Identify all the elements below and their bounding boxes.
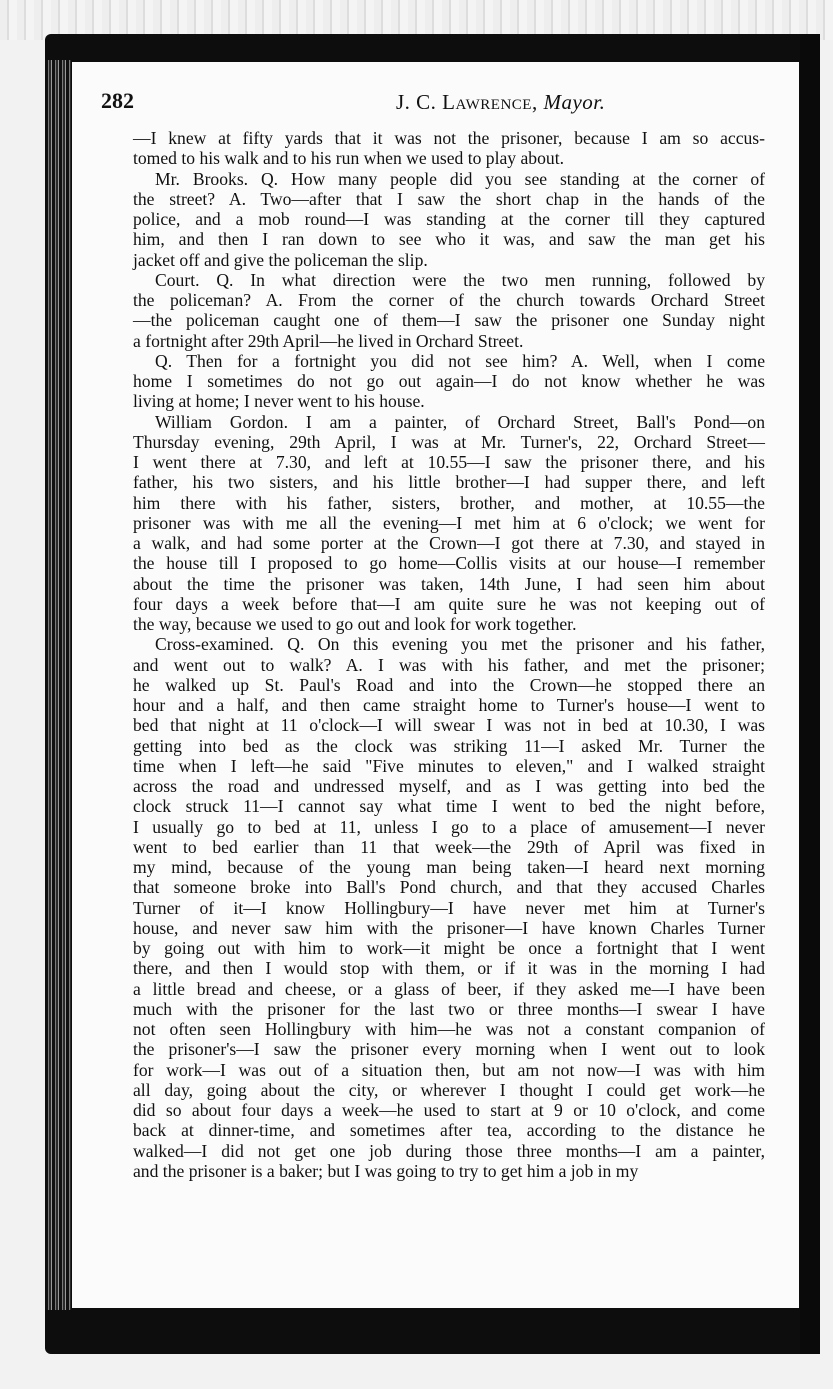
text-line: and went out to walk? A. I was with his father, and met the prisoner; <box>133 654 765 675</box>
text-line: police, and a mob round—I was standing at the corner till they captured <box>133 209 765 229</box>
text-line: clock struck 11—I cannot say what time I went to bed the night before, <box>133 796 765 817</box>
text-line: a little bread and cheese, or a glass of beer, if they asked me—I have been <box>133 978 765 999</box>
page-edge-shadow <box>800 34 820 1354</box>
text-line: —I knew at fifty yards that it was not the prisoner, because I am so accus- <box>133 128 765 148</box>
text-line: by going out with him to work—it might be once a fortnight that I went <box>133 938 765 958</box>
running-title-office: Mayor. <box>543 90 606 114</box>
text-line: walked—I did not get one job during those three months—I am a painter, <box>133 1140 765 1161</box>
text-line: house, and never saw him with the prisoner—I have known Charles Turner <box>133 917 765 938</box>
text-line: did so about four days a week—he used to start at 9 or 10 o'clock, and come <box>133 1100 765 1120</box>
text-line: Thursday evening, 29th April, I was at Mr. Turner's, 22, Orchard Street— <box>133 431 765 452</box>
text-line: four days a week before that—I am quite sure he was not keeping out of <box>133 593 765 614</box>
text-line: the policeman? A. From the corner of the church towards Orchard Street <box>133 290 765 310</box>
text-line: the prisoner's—I saw the prisoner every morning when I went out to look <box>133 1039 765 1060</box>
running-title-name: J. C. Lawrence, <box>396 90 538 114</box>
page-header <box>101 88 801 124</box>
page-number: 282 <box>101 88 134 113</box>
text-line: across the road and undressed myself, and as I was getting into bed the <box>133 776 765 796</box>
text-line: Q. Then for a fortnight you did not see him? A. Well, when I come <box>155 350 765 371</box>
text-line: and the prisoner is a baker; but I was going to try to get him a job in my <box>133 1160 639 1181</box>
text-line: —the policeman caught one of them—I saw the prisoner one Sunday night <box>133 310 765 331</box>
page-body-text <box>133 128 765 1181</box>
text-line: about the time the prisoner was taken, 14th June, I had seen him about <box>133 573 765 594</box>
text-line: the street? A. Two—after that I saw the short chap in the hands of the <box>133 188 765 209</box>
text-line: him, and then I ran down to see who it was, and saw the man get his <box>133 229 765 250</box>
text-line: living at home; I never went to his house. <box>133 391 425 412</box>
text-line: him there with his father, sisters, brother, and mother, at 10.55—the <box>133 492 765 513</box>
text-line: father, his two sisters, and his little brother—I had supper there, and left <box>133 472 765 493</box>
text-line: back at dinner-time, and sometimes after tea, according to the distance he <box>133 1120 765 1141</box>
text-line: prisoner was with me all the evening—I met him at 6 o'clock; we went for <box>133 512 765 533</box>
text-line: a walk, and had some porter at the Crown—I got there at 7.30, and stayed in <box>133 533 765 553</box>
text-line: hour and a half, and then came straight home to Turner's house—I went to <box>133 695 765 715</box>
text-line: Mr. Brooks. Q. How many people did you see standing at the corner of <box>155 168 765 189</box>
text-line: jacket off and give the policeman the slip. <box>133 249 428 270</box>
text-line: I went there at 7.30, and left at 10.55—I saw the prisoner there, and his <box>133 452 765 472</box>
text-line: William Gordon. I am a painter, of Orchard Street, Ball's Pond—on <box>155 411 765 432</box>
text-line: the house till I proposed to go home—Collis visits at our house—I remember <box>133 553 765 574</box>
text-line: a fortnight after 29th April—he lived in Orchard Street. <box>133 330 524 351</box>
text-line: home I sometimes do not go out again—I do not know whether he was <box>133 371 765 391</box>
text-line: went to bed earlier than 11 that week—the 29th of April was fixed in <box>133 836 765 857</box>
text-line: bed that night at 11 o'clock—I will swear I was not in bed at 10.30, I was <box>133 715 765 736</box>
text-line: my mind, because of the young man being taken—I heard next morning <box>133 857 765 877</box>
text-line: Cross-examined. Q. On this evening you met the prisoner and his father, <box>155 634 765 655</box>
text-line: he walked up St. Paul's Road and into the Crown—he stopped there an <box>133 674 765 695</box>
text-line: I usually go to bed at 11, unless I go to a place of amusement—I never <box>133 816 765 837</box>
page-gutter <box>45 60 71 1310</box>
text-line: much with the prisoner for the last two or three months—I swear I have <box>133 998 765 1019</box>
text-line: tomed to his walk and to his run when we used to play about. <box>133 148 564 169</box>
text-line: not often seen Hollingbury with him—he was not a constant companion of <box>133 1019 765 1039</box>
text-line: all day, going about the city, or wherever I thought I could get work—he <box>133 1079 765 1100</box>
text-line: time when I left—he said "Five minutes to eleven," and I walked straight <box>133 755 765 776</box>
text-line: that someone broke into Ball's Pond church, and that they accused Charles <box>133 877 765 898</box>
text-line: getting into bed as the clock was striking 11—I asked Mr. Turner the <box>133 735 765 756</box>
text-line: for work—I was out of a situation then, but am not now—I was with him <box>133 1059 765 1080</box>
text-line: the way, because we used to go out and look for work together. <box>133 614 577 634</box>
running-title <box>396 90 605 115</box>
text-line: Turner of it—I know Hollingbury—I have never met him at Turner's <box>133 897 765 918</box>
text-line: there, and then I would stop with them, or if it was in the morning I had <box>133 958 765 979</box>
text-line: Court. Q. In what direction were the two men running, followed by <box>155 269 765 290</box>
